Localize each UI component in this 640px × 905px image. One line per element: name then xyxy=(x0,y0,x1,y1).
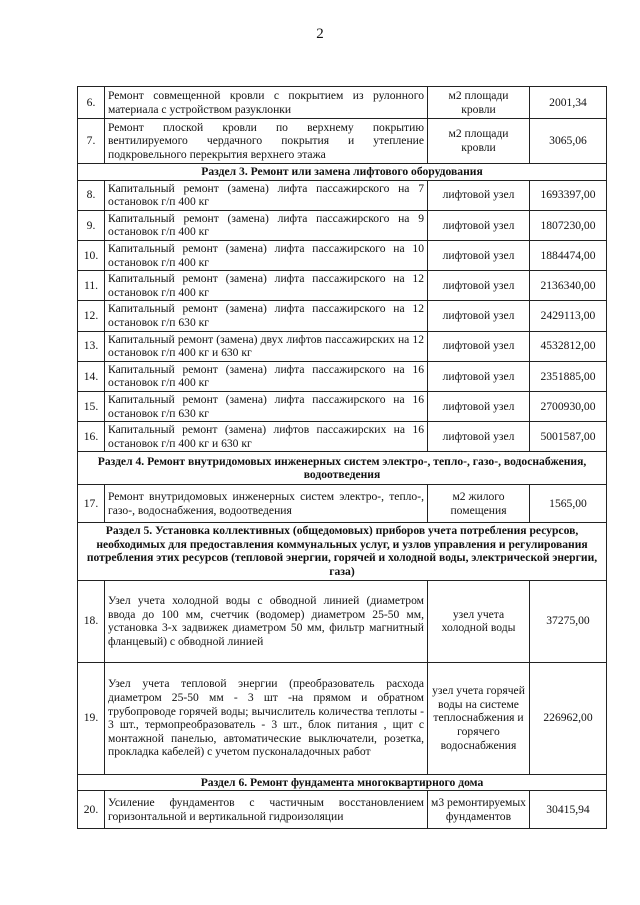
section-title: Раздел 3. Ремонт или замена лифтового оборудования xyxy=(78,164,607,181)
work-description: Капитальный ремонт (замена) лифта пассажирского на 10 остановок г/п 400 кг xyxy=(105,240,428,270)
unit-of-measure: лифтовой узел xyxy=(428,210,530,240)
cost-value: 1565,00 xyxy=(530,485,607,523)
unit-of-measure: лифтовой узел xyxy=(428,271,530,301)
row-number: 12. xyxy=(78,301,105,331)
cost-value: 1807230,00 xyxy=(530,210,607,240)
table-row xyxy=(78,391,607,421)
table-row xyxy=(78,485,607,523)
table-row xyxy=(78,271,607,301)
row-number: 11. xyxy=(78,271,105,301)
cost-value: 2001,34 xyxy=(530,87,607,119)
row-number: 7. xyxy=(78,119,105,164)
unit-of-measure: м2 площади кровли xyxy=(428,87,530,119)
works-table xyxy=(77,86,607,829)
work-description: Капитальный ремонт (замена) лифта пассажирского на 16 остановок г/п 400 кг xyxy=(105,361,428,391)
section-header-row xyxy=(78,452,607,485)
work-description: Капитальный ремонт (замена) лифта пассажирского на 16 остановок г/п 630 кг xyxy=(105,391,428,421)
table-row xyxy=(78,791,607,829)
cost-value: 2429113,00 xyxy=(530,301,607,331)
table-row xyxy=(78,87,607,119)
table-row xyxy=(78,301,607,331)
work-description: Капитальный ремонт (замена) лифта пассажирского на 7 остановок г/п 400 кг xyxy=(105,180,428,210)
row-number: 6. xyxy=(78,87,105,119)
table-row xyxy=(78,180,607,210)
row-number: 13. xyxy=(78,331,105,361)
work-description: Капитальный ремонт (замена) лифтов пассажирских на 16 остановок г/п 400 кг и 630 кг xyxy=(105,422,428,452)
works-table-body xyxy=(78,87,607,829)
row-number: 20. xyxy=(78,791,105,829)
unit-of-measure: лифтовой узел xyxy=(428,361,530,391)
work-description: Капитальный ремонт (замена) лифта пассажирского на 12 остановок г/п 630 кг xyxy=(105,301,428,331)
unit-of-measure: лифтовой узел xyxy=(428,331,530,361)
unit-of-measure: лифтовой узел xyxy=(428,422,530,452)
row-number: 18. xyxy=(78,580,105,662)
table-row xyxy=(78,210,607,240)
row-number: 14. xyxy=(78,361,105,391)
section-header-row xyxy=(78,774,607,791)
unit-of-measure: лифтовой узел xyxy=(428,240,530,270)
table-row xyxy=(78,422,607,452)
row-number: 17. xyxy=(78,485,105,523)
table-row xyxy=(78,580,607,662)
unit-of-measure: узел учета горячей воды на системе теплоснабжения и горячего водоснабжения xyxy=(428,662,530,774)
cost-value: 2351885,00 xyxy=(530,361,607,391)
unit-of-measure: м2 площади кровли xyxy=(428,119,530,164)
work-description: Узел учета холодной воды с обводной линией (диаметром ввода до 100 мм, счетчик (водомер) диаметром 25-50 мм, установка 3-х задвижек диаметром 50 мм, фильтр магнитный фланцевый) с обводной линией xyxy=(105,580,428,662)
section-header-row xyxy=(78,164,607,181)
work-description: Ремонт внутридомовых инженерных систем электро-, тепло-, газо-, водоснабжения, водоотведения xyxy=(105,485,428,523)
row-number: 10. xyxy=(78,240,105,270)
section-header-row xyxy=(78,523,607,580)
page-number: 2 xyxy=(316,26,324,42)
unit-of-measure: м2 жилого помещения xyxy=(428,485,530,523)
work-description: Узел учета тепловой энергии (преобразователь расхода диаметром 25-50 мм - 3 шт -на прямом и обратном трубопроводе горячей воды; вычислитель количества теплоты - 3 шт., термопреобразователь - 3 шт., блок питания , щит с монтажной панелью, автоматические выключатели, розетка, прокладка кабелей) с учетом пусконаладочных работ xyxy=(105,662,428,774)
section-title: Раздел 6. Ремонт фундамента многоквартирного дома xyxy=(78,774,607,791)
cost-value: 2700930,00 xyxy=(530,391,607,421)
unit-of-measure: м3 ремонтируемых фундаментов xyxy=(428,791,530,829)
work-description: Ремонт совмещенной кровли с покрытием из рулонного материала с устройством разуклонки xyxy=(105,87,428,119)
table-row xyxy=(78,331,607,361)
unit-of-measure: лифтовой узел xyxy=(428,180,530,210)
row-number: 8. xyxy=(78,180,105,210)
section-title: Раздел 4. Ремонт внутридомовых инженерных систем электро-, тепло-, газо-, водоснабжения, водоотведения xyxy=(78,452,607,485)
work-description: Усиление фундаментов с частичным восстановлением горизонтальной и вертикальной гидроизоляции xyxy=(105,791,428,829)
unit-of-measure: лифтовой узел xyxy=(428,391,530,421)
cost-value: 3065,06 xyxy=(530,119,607,164)
table-row xyxy=(78,361,607,391)
row-number: 9. xyxy=(78,210,105,240)
cost-value: 30415,94 xyxy=(530,791,607,829)
cost-value: 2136340,00 xyxy=(530,271,607,301)
work-description: Капитальный ремонт (замена) лифта пассажирского на 9 остановок г/п 400 кг xyxy=(105,210,428,240)
row-number: 19. xyxy=(78,662,105,774)
cost-value: 226962,00 xyxy=(530,662,607,774)
cost-value: 1693397,00 xyxy=(530,180,607,210)
table-row xyxy=(78,662,607,774)
cost-value: 1884474,00 xyxy=(530,240,607,270)
table-row xyxy=(78,240,607,270)
row-number: 15. xyxy=(78,391,105,421)
unit-of-measure: лифтовой узел xyxy=(428,301,530,331)
cost-value: 5001587,00 xyxy=(530,422,607,452)
unit-of-measure: узел учета холодной воды xyxy=(428,580,530,662)
cost-value: 37275,00 xyxy=(530,580,607,662)
row-number: 16. xyxy=(78,422,105,452)
table-row xyxy=(78,119,607,164)
work-description: Ремонт плоской кровли по верхнему покрытию вентилируемого чердачного покрытия и утепление подкровельного перекрытия верхнего этажа xyxy=(105,119,428,164)
section-title: Раздел 5. Установка коллективных (общедомовых) приборов учета потребления ресурсов, необходимых для предоставления коммунальных услуг, и узлов управления и регулирования потребления этих ресурсов (тепловой энергии, горячей и холодной воды, электрической энергии, газа) xyxy=(78,523,607,580)
cost-value: 4532812,00 xyxy=(530,331,607,361)
work-description: Капитальный ремонт (замена) лифта пассажирского на 12 остановок г/п 400 кг xyxy=(105,271,428,301)
work-description: Капитальный ремонт (замена) двух лифтов пассажирских на 12 остановок г/п 400 кг и 630 кг xyxy=(105,331,428,361)
